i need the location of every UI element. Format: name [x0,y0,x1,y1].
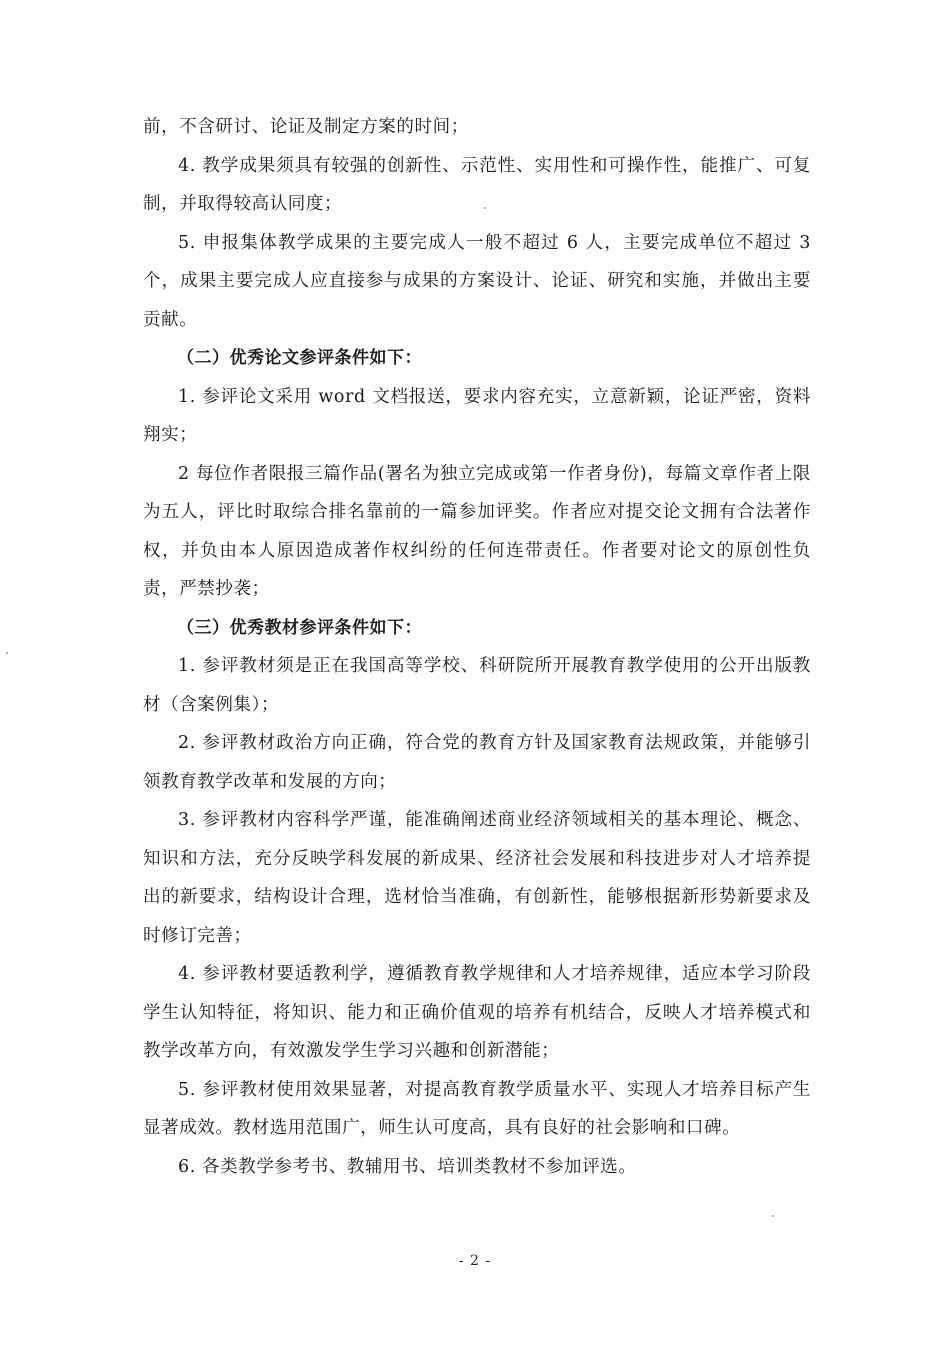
paragraph-textbook-2: 2. 参评教材政治方向正确，符合党的教育方针及国家教育法规政策，并能够引领教育教学改革和发展的方向； [143,733,811,792]
paragraph-textbook-3: 3. 参评教材内容科学严谨，能准确阐述商业经济领域相关的基本理论、概念、知识和方法，充分反映学科发展的新成果、经济社会发展和科技进步对人才培养提出的新要求，结构设计合理，选材恰当准确，有创新性，能够根据新形势新要求及时修订完善； [143,810,811,946]
paragraph-textbook-5: 5. 参评教材使用效果显著，对提高教育教学质量水平、实现人才培养目标产生显著成效。教材选用范围广，师生认可度高，具有良好的社会影响和口碑。 [143,1079,811,1138]
paragraph-item-5: 5. 申报集体教学成果的主要完成人一般不超过 6 人，主要完成单位不超过 3 个，成果主要完成人应直接参与成果的方案设计、论证、研究和实施，并做出主要贡献。 [143,232,811,330]
scan-speck [772,1215,774,1217]
paragraph-paper-2: 2 每位作者限报三篇作品(署名为独立完成或第一作者身份)，每篇文章作者上限为五人，评比时取综合排名靠前的一篇参加评奖。作者应对提交论文拥有合法著作权，并负由本人原因造成著作权纠纷的任何连带责任。作者要对论文的原创性负责，严禁抄袭； [143,463,811,599]
scan-speck [6,652,8,654]
paragraph-continuation: 前，不含研讨、论证及制定方案的时间； [143,117,469,137]
paragraph-textbook-1: 1. 参评教材须是正在我国高等学校、科研院所开展教育教学使用的公开出版教材（含案例集）； [143,656,811,715]
paragraph-item-4: 4. 教学成果须具有较强的创新性、示范性、实用性和可操作性，能推广、可复制，并取得较高认同度； [143,155,811,214]
document-body [143,108,811,1186]
page-number: - 2 - [458,1253,492,1269]
section-heading-textbooks: （三）优秀教材参评条件如下： [177,617,422,638]
scan-speck [484,207,486,209]
section-heading-papers: （二）优秀论文参评条件如下： [177,348,422,368]
paragraph-paper-1: 1. 参评论文采用 word 文档报送，要求内容充实，立意新颖，论证严密，资料翔实； [143,386,811,445]
paragraph-textbook-4: 4. 参评教材要适教利学，遵循教育教学规律和人才培养规律，适应本学习阶段学生认知特征，将知识、能力和正确价值观的培养有机结合，反映人才培养模式和教学改革方向，有效激发学生学习兴趣和创新潜能； [143,964,811,1061]
paragraph-textbook-6: 6. 各类教学参考书、教辅用书、培训类教材不参加评选。 [178,1156,637,1177]
